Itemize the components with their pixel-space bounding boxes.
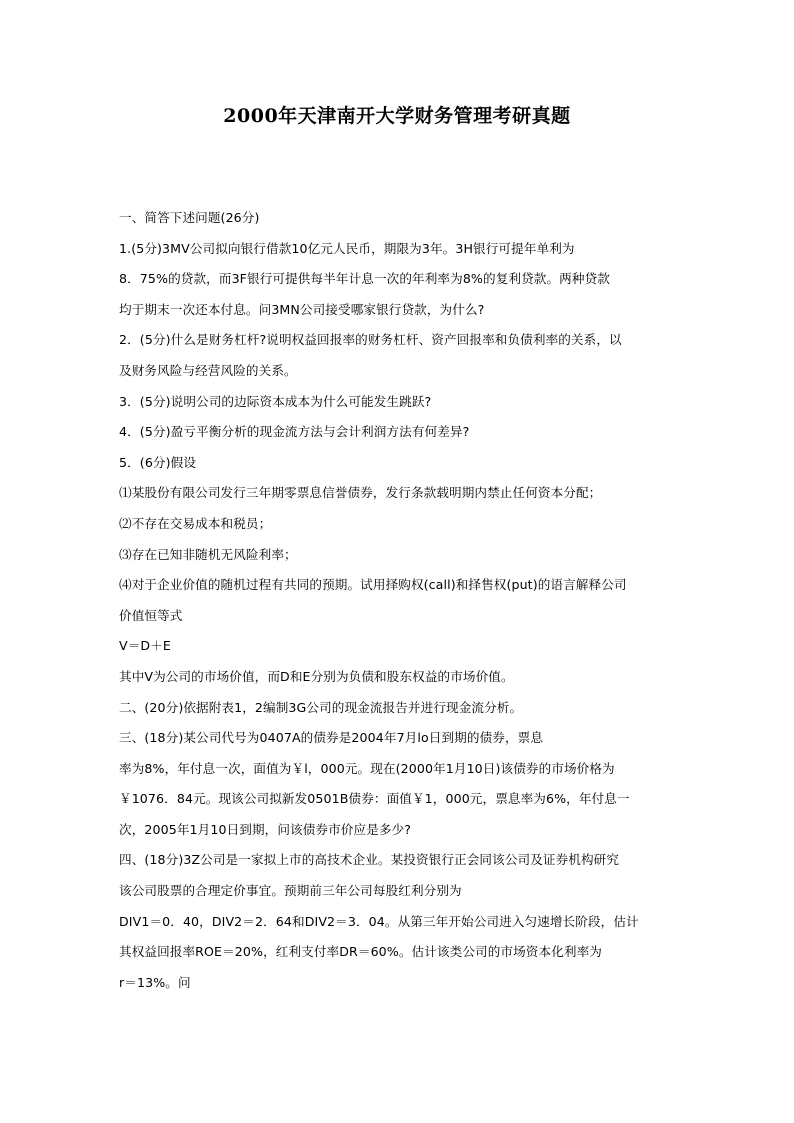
- text-line: ⑴某股份有限公司发行三年期零票息信誉债券，发行条款载明期内禁止任何资本分配；: [119, 485, 602, 501]
- document-body: [119, 203, 679, 998]
- text-line: ⑷对于企业价值的随机过程有共同的预期。试用择购权(call)和择售权(put)的语言解释公司: [119, 577, 627, 593]
- text-line: 价值恒等式: [119, 607, 183, 623]
- text-line: 5．(6分)假设: [119, 454, 197, 470]
- text-line: 3．(5分)说明公司的边际资本成本为什么可能发生跳跃?: [119, 393, 432, 409]
- text-line: ⑶存在已知非随机无风险利率；: [119, 546, 297, 562]
- text-line: 其权益回报率ROE＝20%，红利支付率DR＝60%。估计该类公司的市场资本化利率为: [119, 944, 602, 960]
- text-line: 次，2005年1月10日到期，问该债券市价应是多少?: [119, 821, 412, 837]
- text-line: 一、简答下述问题(26分): [119, 210, 260, 225]
- text-line: 三、(18分)某公司代号为0407A的债券是2004年7月lo日到期的债券，票息: [119, 730, 544, 746]
- text-line: 其中V为公司的市场价值，而D和E分别为负债和股东权益的市场价值。: [119, 668, 514, 684]
- text-line: 8．75%的贷款，而3F银行可提供每半年计息一次的年利率为8%的复利贷款。两种贷款: [119, 271, 610, 287]
- formula-line: V＝D＋E: [119, 638, 171, 654]
- text-line: 该公司股票的合理定价事宜。预期前三年公司每股红利分别为: [119, 883, 462, 899]
- document-title: 2000年天津南开大学财务管理考研真题: [223, 105, 571, 127]
- text-line: ⑵不存在交易成本和税员；: [119, 515, 272, 531]
- text-line: 2．(5分)什么是财务杠杆?说明权益回报率的财务杠杆、资产回报率和负债利率的关系，以: [119, 332, 622, 348]
- text-line: 二、(20分)依据附表1，2编制3G公司的现金流报告并进行现金流分析。: [119, 699, 523, 715]
- text-line: 1.(5分)3MV公司拟向银行借款10亿元人民币，期限为3年。3H银行可提年单利为: [119, 240, 575, 256]
- text-line: r＝13%。问: [119, 974, 191, 990]
- text-line: 4．(5分)盈亏平衡分析的现金流方法与会计利润方法有何差异?: [119, 424, 470, 440]
- text-line: ￥1076．84元。现该公司拟新发0501B债券：面值￥1，000元，票息率为6%，年付息一: [119, 791, 630, 807]
- text-line: 四、(18分)3Z公司是一家拟上市的高技术企业。某投资银行正会同该公司及证券机构研究: [119, 852, 620, 868]
- text-line: 率为8%，年付息一次，面值为￥l，000元。现在(2000年1月10日)该债券的市场价格为: [119, 760, 615, 776]
- text-line: DIV1＝0．40，DIV2＝2．64和DIV2＝3．04。从第三年开始公司进入匀速增长阶段，估计: [119, 913, 639, 929]
- text-line: 及财务风险与经营风险的关系。: [119, 362, 297, 378]
- text-line: 均于期末一次还本付息。问3MN公司接受哪家银行贷款，为什么?: [119, 301, 485, 317]
